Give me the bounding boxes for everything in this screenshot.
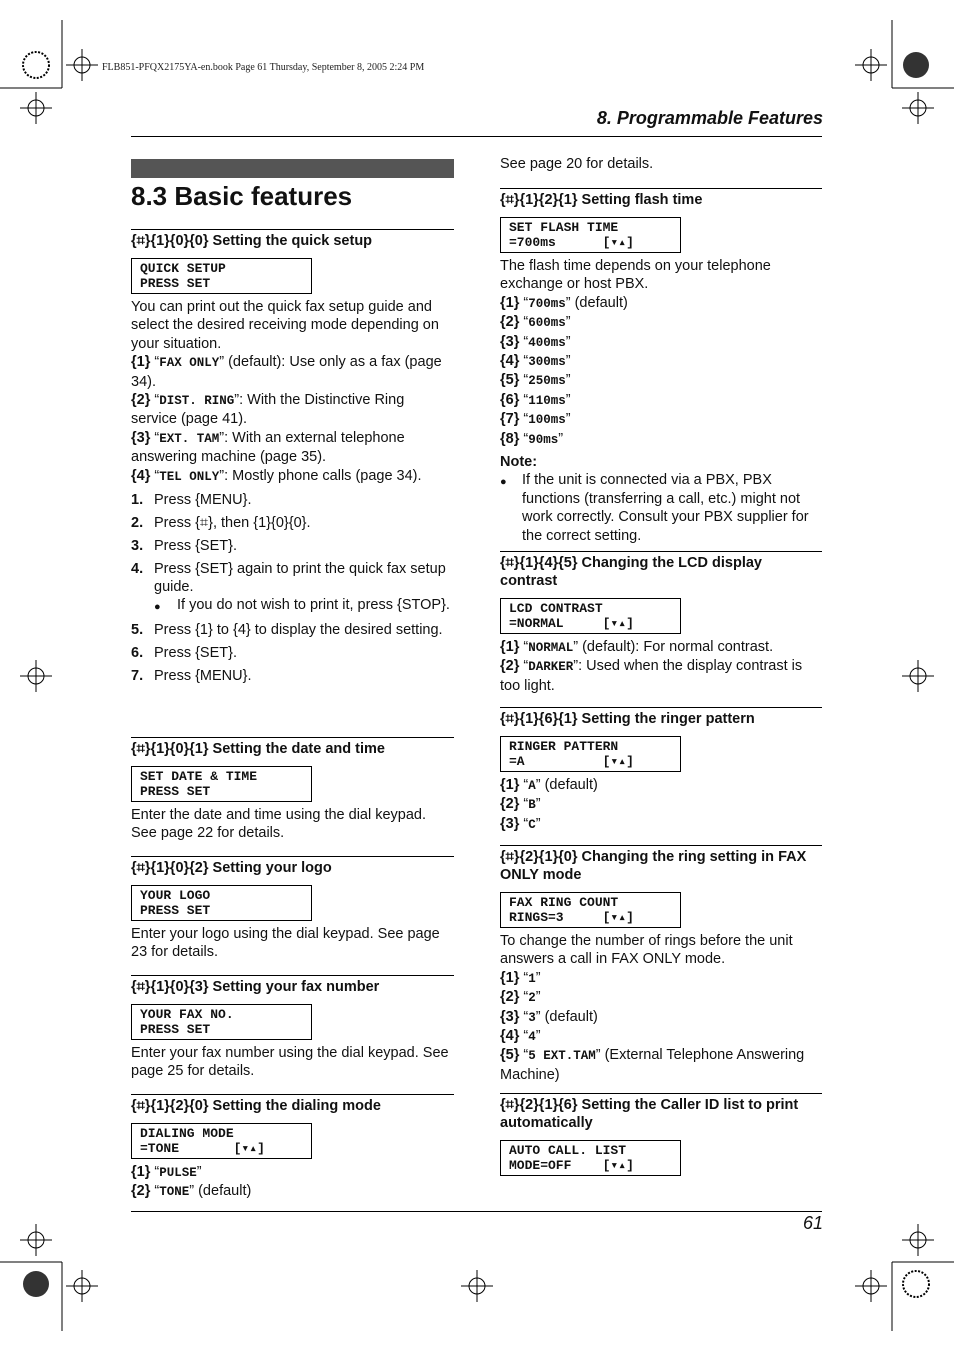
step-2: 2. Press {⌗}, then {1}{0}{0}. xyxy=(131,515,311,532)
section-text: Enter your fax number using the dial keypad. See page 25 for details. xyxy=(131,1045,449,1080)
print-info: FLB851-PFQX2175YA-en.book Page 61 Thursday, September 8, 2005 2:24 PM xyxy=(102,62,425,73)
section-heading: {⌗}{1}{0}{3} Setting your fax number xyxy=(131,975,454,996)
lcd-display: SET FLASH TIME =700ms [▾▴] xyxy=(500,217,681,253)
bullet-icon: ● xyxy=(500,476,507,489)
lcd-display: YOUR LOGO PRESS SET xyxy=(131,885,312,921)
section-body xyxy=(500,776,822,834)
section-logo xyxy=(131,856,454,962)
lcd-display: DIALING MODE =TONE [▾▴] xyxy=(131,1123,312,1159)
intro-text: You can print out the quick fax setup guide and select the desired receiving mode depending on your situation. xyxy=(131,299,439,352)
intro-text: To change the number of rings before the unit answers a call in FAX ONLY mode. xyxy=(500,933,793,968)
section-body xyxy=(500,257,822,545)
option-3: {3} “EXT. TAM”: With an external telephone answering machine (page 35). xyxy=(131,429,405,466)
step-4-bullet: ● If you do not wish to print it, press {STOP}. xyxy=(154,596,454,616)
option-3: {3} “400ms” xyxy=(500,333,571,350)
footer-rule xyxy=(131,1211,822,1212)
section-body xyxy=(500,932,822,1084)
section-heading: {⌗}{1}{2}{1} Setting flash time xyxy=(500,188,822,209)
section-flash-time xyxy=(500,188,822,545)
step-5: 5. Press {1} to {4} to display the desired setting. xyxy=(131,622,443,639)
lcd-display: RINGER PATTERN =A [▾▴] xyxy=(500,736,681,772)
section-heading: {⌗}{1}{0}{2} Setting your logo xyxy=(131,856,454,877)
section-heading: {⌗}{2}{1}{0} Changing the ring setting in FAX ONLY mode xyxy=(500,845,822,884)
lcd-display: LCD CONTRAST =NORMAL [▾▴] xyxy=(500,598,681,634)
intro-text: The flash time depends on your telephone exchange or host PBX. xyxy=(500,258,771,293)
title-bar xyxy=(131,159,454,178)
option-2: {2} “B” xyxy=(500,796,541,813)
note-label: Note: xyxy=(500,454,538,471)
option-1: {1} “1” xyxy=(500,969,541,986)
option-5: {5} “5 EXT.TAM” (External Telephone Answering Machine) xyxy=(500,1047,805,1083)
step-7: 7. Press {MENU}. xyxy=(131,668,252,685)
header-rule xyxy=(131,136,822,137)
section-lcd-contrast xyxy=(500,551,822,695)
option-2: {2} “TONE” (default) xyxy=(131,1183,252,1200)
lcd-display: AUTO CALL. LIST MODE=OFF [▾▴] xyxy=(500,1140,681,1176)
page-title: 8.3 Basic features xyxy=(131,181,353,211)
option-2: {2} “DARKER”: Used when the display contrast is too light. xyxy=(500,658,803,694)
option-2: {2} “600ms” xyxy=(500,314,571,331)
bullet-icon: ● xyxy=(154,601,161,614)
chapter-title: 8. Programmable Features xyxy=(596,108,823,128)
option-4: {4} “TEL ONLY”: Mostly phone calls (page 34). xyxy=(131,467,422,484)
step-4: 4. Press {SET} again to print the quick fax setup guide. ● If you do not wish to print it, press {STOP}. xyxy=(131,560,454,616)
section-date-time xyxy=(131,737,454,843)
section-heading: {⌗}{1}{6}{1} Setting the ringer pattern xyxy=(500,707,822,728)
section-fax-number xyxy=(131,975,454,1081)
section-heading: {⌗}{1}{0}{0} Setting the quick setup xyxy=(131,229,454,250)
section-body xyxy=(131,1163,454,1202)
option-1: {1} “PULSE” xyxy=(131,1164,202,1180)
lead-text: See page 20 for details. xyxy=(500,156,654,172)
step-3: 3. Press {SET}. xyxy=(131,538,238,555)
note-item: ● If the unit is connected via a PBX, PBX functions (transferring a call, etc.) might not work correctly. Consult your PBX supplier for the correct setting. xyxy=(500,472,809,544)
option-7: {7} “100ms” xyxy=(500,411,571,428)
section-ringer-pattern xyxy=(500,707,822,834)
option-8: {8} “90ms” xyxy=(500,430,564,447)
option-4: {4} “4” xyxy=(500,1028,541,1045)
section-heading: {⌗}{1}{0}{1} Setting the date and time xyxy=(131,737,454,758)
step-1: 1. Press {MENU}. xyxy=(131,492,252,509)
section-body xyxy=(500,638,822,695)
option-2: {2} “2” xyxy=(500,989,541,1006)
step-6: 6. Press {SET}. xyxy=(131,645,238,662)
section-ring-count xyxy=(500,845,822,1084)
section-heading: {⌗}{1}{4}{5} Changing the LCD display contrast xyxy=(500,551,822,590)
section-text: Enter the date and time using the dial keypad. See page 22 for details. xyxy=(131,807,427,842)
page-number: 61 xyxy=(802,1213,823,1233)
option-1: {1} “700ms” (default) xyxy=(500,294,628,311)
option-1: {1} “FAX ONLY” (default): Use only as a fax (page 34). xyxy=(131,354,442,390)
section-heading: {⌗}{1}{2}{0} Setting the dialing mode xyxy=(131,1094,454,1115)
option-1: {1} “A” (default) xyxy=(500,777,598,793)
section-dialing-mode xyxy=(131,1094,454,1202)
option-1: {1} “NORMAL” (default): For normal contrast. xyxy=(500,639,774,655)
section-text: Enter your logo using the dial keypad. See page 23 for details. xyxy=(131,926,440,961)
lcd-display: YOUR FAX NO. PRESS SET xyxy=(131,1004,312,1040)
option-2: {2} “DIST. RING”: With the Distinctive Ring service (page 41). xyxy=(131,392,405,428)
section-caller-id-print xyxy=(500,1093,822,1176)
lcd-display: SET DATE & TIME PRESS SET xyxy=(131,766,312,802)
option-3: {3} “3” (default) xyxy=(500,1008,598,1025)
option-6: {6} “110ms” xyxy=(500,391,571,408)
option-3: {3} “C” xyxy=(500,815,541,832)
lcd-display: FAX RING COUNT RINGS=3 [▾▴] xyxy=(500,892,681,928)
option-4: {4} “300ms” xyxy=(500,353,571,370)
section-body xyxy=(131,298,454,486)
section-heading: {⌗}{2}{1}{6} Setting the Caller ID list to print automatically xyxy=(500,1093,822,1132)
lcd-display: QUICK SETUP PRESS SET xyxy=(131,258,312,294)
section-quick-setup xyxy=(131,229,454,685)
option-5: {5} “250ms” xyxy=(500,372,571,389)
